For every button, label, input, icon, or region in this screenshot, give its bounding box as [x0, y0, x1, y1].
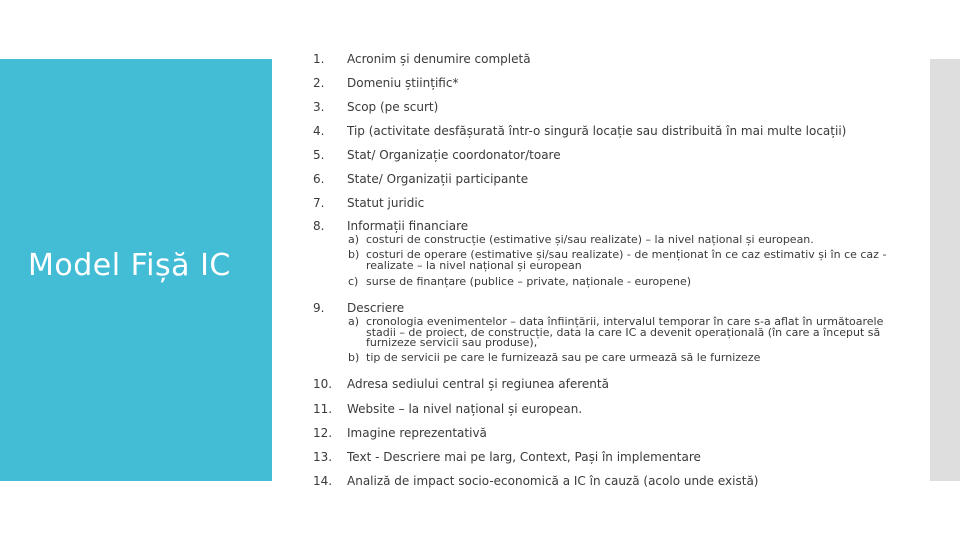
sub-text: tip de servicii pe care le furnizează sau pe care urmează să le furnizeze — [366, 351, 761, 364]
sub-text: surse de finanțare (publice – private, naționale - europene) — [366, 275, 692, 288]
item-number: 11. — [313, 402, 333, 416]
item-number: 9. — [313, 301, 325, 315]
item-number: 12. — [313, 426, 333, 440]
sub-text: costuri de construcție (estimative și/sau realizate) – la nivel național și european. — [366, 233, 814, 246]
sub-letter: b) — [348, 248, 360, 261]
item-text: Stat/ Organizație coordonator/toare — [347, 148, 561, 162]
item-text: State/ Organizații participante — [347, 172, 529, 186]
item-number: 1. — [313, 52, 325, 66]
item-text: Acronim și denumire completă — [347, 52, 531, 66]
item-text: Tip (activitate desfășurată într-o singură locație sau distribuită în mai multe locații) — [347, 124, 847, 138]
sub-letter: b) — [348, 351, 360, 364]
sub-text: costuri de operare (estimative și/sau realizate) - de menționat în ce caz estimativ și în ce caz - realizate – la nivel național și european — [366, 248, 887, 272]
slide-title: Model Fișă IC — [28, 248, 231, 283]
item-number: 5. — [313, 148, 325, 162]
item-text: Statut juridic — [347, 196, 425, 210]
item-text: Informații financiare — [347, 219, 469, 233]
item-text: Analiză de impact socio-economică a IC în cauză (acolo unde există) — [347, 474, 759, 488]
item-number: 3. — [313, 100, 325, 114]
item-text: Domeniu științific* — [347, 76, 459, 90]
item-number: 4. — [313, 124, 325, 138]
item-number: 2. — [313, 76, 325, 90]
item-text: Text - Descriere mai pe larg, Context, Pași în implementare — [347, 450, 701, 464]
sub-letter: a) — [348, 315, 360, 328]
item-number: 13. — [313, 450, 333, 464]
item-text: Descriere — [347, 301, 405, 315]
item-number: 8. — [313, 219, 325, 233]
item-text: Website – la nivel național și european. — [347, 402, 583, 416]
sub-letter: a) — [348, 233, 360, 246]
item-number: 14. — [313, 474, 333, 488]
item-text: Imagine reprezentativă — [347, 426, 487, 440]
item-text: Scop (pe scurt) — [347, 100, 439, 114]
item-number: 7. — [313, 196, 325, 210]
sub-letter: c) — [348, 275, 359, 288]
sub-text: cronologia evenimentelor – data înființării, intervalul temporar în care s-a aflat în următoarele stadii – de proiect, de construcție, data la care IC a devenit operațională (în care a început să furnizeze servicii sau produse), — [366, 315, 884, 349]
item-text: Adresa sediului central și regiunea aferentă — [347, 377, 609, 391]
item-number: 10. — [313, 377, 333, 391]
item-number: 6. — [313, 172, 325, 186]
